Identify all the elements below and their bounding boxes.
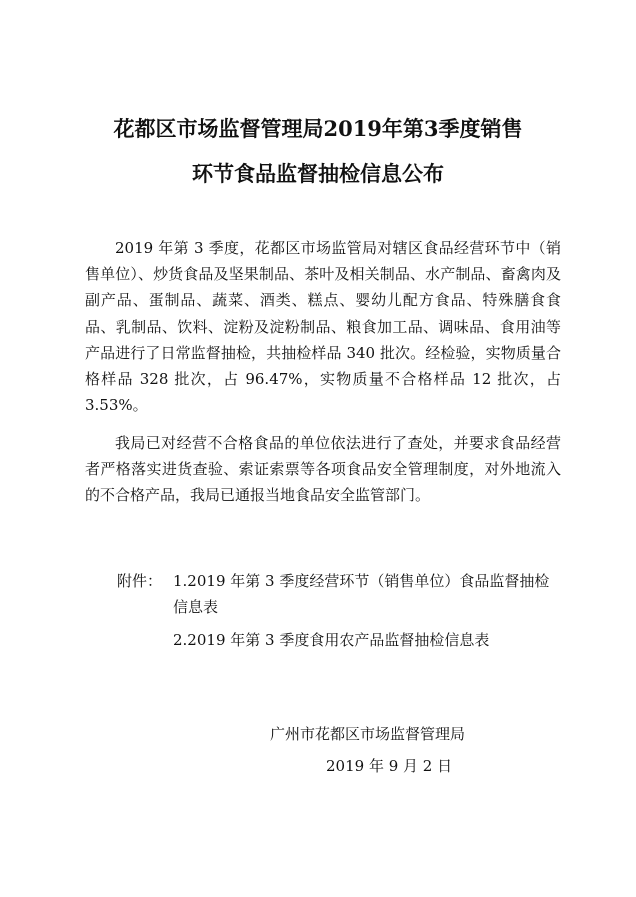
issue-date: 2019 年 9 月 2 日 xyxy=(326,757,453,775)
attachments-section xyxy=(117,568,553,653)
attachment-item-1: 1.2019 年第 3 季度经营环节（销售单位）食品监督抽检信息表 xyxy=(173,572,550,616)
document-title-line-2: 环节食品监督抽检信息公布 xyxy=(192,161,444,186)
issuer-name: 广州市花都区市场监督管理局 xyxy=(270,725,466,743)
attachment-row-2 xyxy=(117,627,553,653)
attachment-label: 附件： xyxy=(117,572,163,590)
attachment-row-1 xyxy=(117,568,553,620)
body-paragraph-summary: 2019 年第 3 季度，花都区市场监管局对辖区食品经营环节中（销售单位）、炒货食品及坚果制品、茶叶及相关制品、水产制品、畜禽肉及副产品、蛋制品、蔬菜、酒类、糕点、婴幼儿配方食品、特殊膳食食品、乳制品、饮料、淀粉及淀粉制品、粮食加工品、调味品、食用油等产品进行了日常监督抽检，共抽检样品 340 批次。经检验，实物质量合格样品 328 批次，占 96.47%，实物质量不合格样品 12 批次，占 3.53%。 xyxy=(85,239,561,415)
document-title-line-1: 花都区市场监督管理局2019年第3季度销售 xyxy=(113,116,523,141)
signature-block xyxy=(270,718,465,782)
attachment-item-2: 2.2019 年第 3 季度食用农产品监督抽检信息表 xyxy=(173,631,490,649)
body-paragraph-enforcement: 我局已对经营不合格食品的单位依法进行了查处，并要求食品经营者严格落实进货查验、索证索票等各项食品安全管理制度，对外地流入的不合格产品，我局已通报当地食品安全监管部门。 xyxy=(85,434,561,505)
